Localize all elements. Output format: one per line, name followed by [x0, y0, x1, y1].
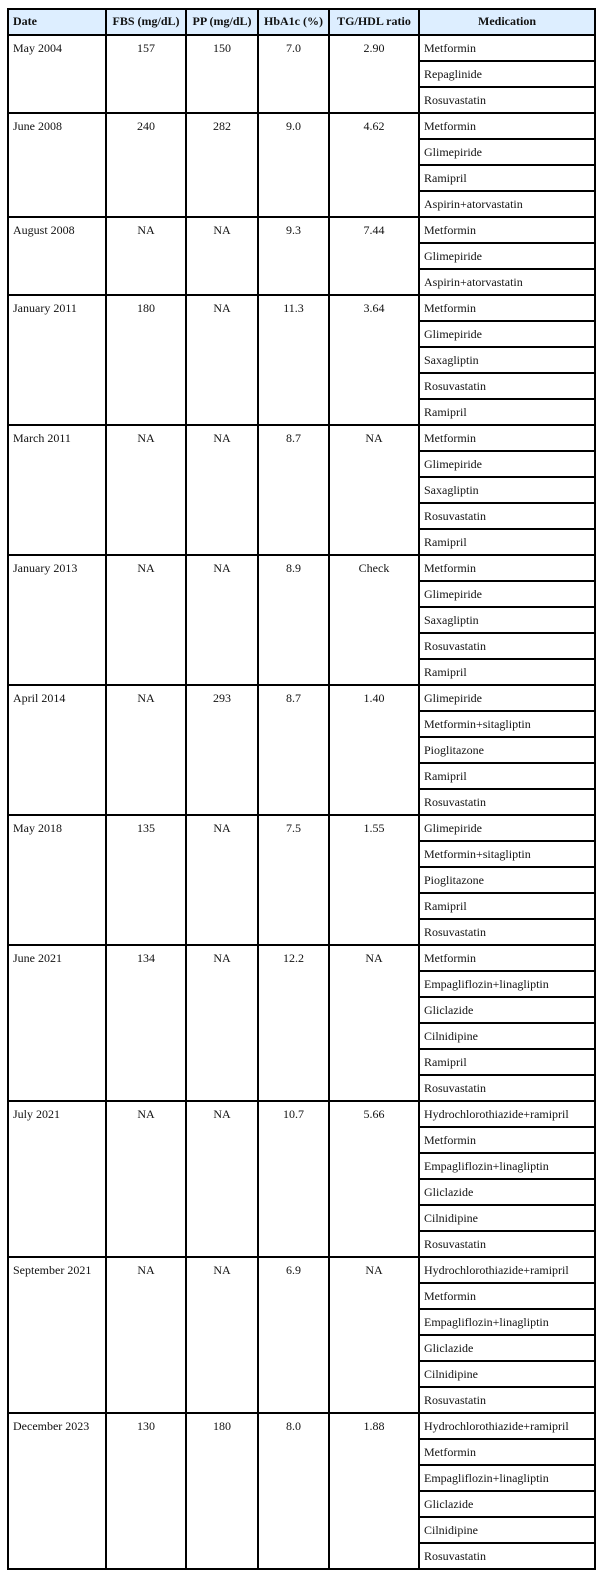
- medication-cell: Empagliflozin+linagliptin: [419, 1153, 595, 1179]
- table-body: [8, 35, 595, 1569]
- tghdl-cell: 5.66: [329, 1101, 419, 1257]
- medication-cell: Empagliflozin+linagliptin: [419, 1309, 595, 1335]
- medication-cell: Saxagliptin: [419, 477, 595, 503]
- hba1c-cell: 8.7: [258, 685, 329, 815]
- medication-cell: Ramipril: [419, 893, 595, 919]
- table-row: [8, 1257, 595, 1283]
- medication-cell: Cilnidipine: [419, 1361, 595, 1387]
- date-cell: May 2018: [8, 815, 106, 945]
- date-cell: December 2023: [8, 1413, 106, 1569]
- date-cell: January 2011: [8, 295, 106, 425]
- hba1c-cell: 7.5: [258, 815, 329, 945]
- date-cell: March 2011: [8, 425, 106, 555]
- table-row: [8, 555, 595, 581]
- pp-cell: NA: [186, 945, 258, 1101]
- fbs-cell: NA: [106, 1257, 186, 1413]
- pp-cell: NA: [186, 555, 258, 685]
- hba1c-cell: 8.9: [258, 555, 329, 685]
- fbs-cell: NA: [106, 217, 186, 295]
- hba1c-cell: 9.3: [258, 217, 329, 295]
- pp-cell: NA: [186, 295, 258, 425]
- tghdl-cell: 1.40: [329, 685, 419, 815]
- medication-cell: Hydrochlorothiazide+ramipril: [419, 1257, 595, 1283]
- header-date: Date: [8, 9, 106, 35]
- table-row: [8, 295, 595, 321]
- fbs-cell: NA: [106, 425, 186, 555]
- medication-cell: Hydrochlorothiazide+ramipril: [419, 1101, 595, 1127]
- table-row: [8, 217, 595, 243]
- medication-cell: Cilnidipine: [419, 1205, 595, 1231]
- header-fbs: FBS (mg/dL): [106, 9, 186, 35]
- medication-cell: Pioglitazone: [419, 867, 595, 893]
- table-row: [8, 113, 595, 139]
- hba1c-cell: 8.0: [258, 1413, 329, 1569]
- medication-cell: Rosuvastatin: [419, 1231, 595, 1257]
- medication-cell: Rosuvastatin: [419, 503, 595, 529]
- medication-cell: Gliclazide: [419, 997, 595, 1023]
- table-row: [8, 35, 595, 61]
- medication-cell: Repaglinide: [419, 61, 595, 87]
- fbs-cell: 180: [106, 295, 186, 425]
- hba1c-cell: 10.7: [258, 1101, 329, 1257]
- fbs-cell: 135: [106, 815, 186, 945]
- medication-cell: Saxagliptin: [419, 347, 595, 373]
- medication-cell: Glimepiride: [419, 139, 595, 165]
- medication-cell: Metformin: [419, 295, 595, 321]
- table-row: [8, 685, 595, 711]
- pp-cell: NA: [186, 1101, 258, 1257]
- header-medication: Medication: [419, 9, 595, 35]
- date-cell: July 2021: [8, 1101, 106, 1257]
- tghdl-cell: NA: [329, 425, 419, 555]
- date-cell: June 2021: [8, 945, 106, 1101]
- medication-cell: Rosuvastatin: [419, 87, 595, 113]
- medication-cell: Rosuvastatin: [419, 1387, 595, 1413]
- pp-cell: 293: [186, 685, 258, 815]
- medication-cell: Ramipril: [419, 165, 595, 191]
- tghdl-cell: 4.62: [329, 113, 419, 217]
- medication-cell: Saxagliptin: [419, 607, 595, 633]
- medication-cell: Empagliflozin+linagliptin: [419, 971, 595, 997]
- medication-cell: Ramipril: [419, 529, 595, 555]
- fbs-cell: 240: [106, 113, 186, 217]
- fbs-cell: NA: [106, 555, 186, 685]
- medication-cell: Gliclazide: [419, 1179, 595, 1205]
- medication-cell: Metformin: [419, 555, 595, 581]
- medication-cell: Ramipril: [419, 1049, 595, 1075]
- medication-cell: Gliclazide: [419, 1491, 595, 1517]
- hba1c-cell: 9.0: [258, 113, 329, 217]
- tghdl-cell: Check: [329, 555, 419, 685]
- date-cell: September 2021: [8, 1257, 106, 1413]
- tghdl-cell: 2.90: [329, 35, 419, 113]
- medication-cell: Glimepiride: [419, 243, 595, 269]
- medication-cell: Glimepiride: [419, 451, 595, 477]
- date-cell: April 2014: [8, 685, 106, 815]
- tghdl-cell: NA: [329, 1257, 419, 1413]
- medication-cell: Rosuvastatin: [419, 633, 595, 659]
- fbs-cell: 134: [106, 945, 186, 1101]
- lab-medication-table: [7, 8, 596, 1570]
- hba1c-cell: 8.7: [258, 425, 329, 555]
- medication-cell: Cilnidipine: [419, 1517, 595, 1543]
- pp-cell: 282: [186, 113, 258, 217]
- medication-cell: Metformin: [419, 1283, 595, 1309]
- medication-cell: Metformin: [419, 1439, 595, 1465]
- date-cell: August 2008: [8, 217, 106, 295]
- pp-cell: NA: [186, 1257, 258, 1413]
- fbs-cell: NA: [106, 1101, 186, 1257]
- date-cell: January 2013: [8, 555, 106, 685]
- hba1c-cell: 6.9: [258, 1257, 329, 1413]
- medication-cell: Aspirin+atorvastatin: [419, 191, 595, 217]
- header-pp: PP (mg/dL): [186, 9, 258, 35]
- pp-cell: NA: [186, 815, 258, 945]
- medication-cell: Aspirin+atorvastatin: [419, 269, 595, 295]
- pp-cell: 180: [186, 1413, 258, 1569]
- medication-cell: Hydrochlorothiazide+ramipril: [419, 1413, 595, 1439]
- medication-cell: Metformin: [419, 425, 595, 451]
- hba1c-cell: 11.3: [258, 295, 329, 425]
- medication-cell: Ramipril: [419, 763, 595, 789]
- medication-cell: Metformin: [419, 113, 595, 139]
- tghdl-cell: 7.44: [329, 217, 419, 295]
- medication-cell: Ramipril: [419, 399, 595, 425]
- medication-cell: Glimepiride: [419, 581, 595, 607]
- table-row: [8, 815, 595, 841]
- medication-cell: Gliclazide: [419, 1335, 595, 1361]
- medication-cell: Glimepiride: [419, 321, 595, 347]
- table-row: [8, 945, 595, 971]
- fbs-cell: NA: [106, 685, 186, 815]
- tghdl-cell: 1.55: [329, 815, 419, 945]
- medication-cell: Metformin: [419, 945, 595, 971]
- pp-cell: NA: [186, 425, 258, 555]
- medication-cell: Metformin+sitagliptin: [419, 711, 595, 737]
- medication-cell: Metformin+sitagliptin: [419, 841, 595, 867]
- date-cell: June 2008: [8, 113, 106, 217]
- tghdl-cell: NA: [329, 945, 419, 1101]
- pp-cell: 150: [186, 35, 258, 113]
- medication-cell: Rosuvastatin: [419, 1075, 595, 1101]
- medication-cell: Rosuvastatin: [419, 919, 595, 945]
- header-hba1c: HbA1c (%): [258, 9, 329, 35]
- table-row: [8, 1101, 595, 1127]
- medication-cell: Rosuvastatin: [419, 373, 595, 399]
- header-row: [8, 9, 595, 35]
- tghdl-cell: 1.88: [329, 1413, 419, 1569]
- table-row: [8, 425, 595, 451]
- medication-cell: Ramipril: [419, 659, 595, 685]
- medication-cell: Glimepiride: [419, 685, 595, 711]
- fbs-cell: 130: [106, 1413, 186, 1569]
- tghdl-cell: 3.64: [329, 295, 419, 425]
- medication-cell: Metformin: [419, 1127, 595, 1153]
- medication-cell: Metformin: [419, 35, 595, 61]
- medication-cell: Glimepiride: [419, 815, 595, 841]
- pp-cell: NA: [186, 217, 258, 295]
- hba1c-cell: 12.2: [258, 945, 329, 1101]
- medication-cell: Pioglitazone: [419, 737, 595, 763]
- medication-cell: Metformin: [419, 217, 595, 243]
- medication-cell: Cilnidipine: [419, 1023, 595, 1049]
- fbs-cell: 157: [106, 35, 186, 113]
- medication-cell: Empagliflozin+linagliptin: [419, 1465, 595, 1491]
- medication-cell: Rosuvastatin: [419, 1543, 595, 1569]
- table-row: [8, 1413, 595, 1439]
- date-cell: May 2004: [8, 35, 106, 113]
- medication-cell: Rosuvastatin: [419, 789, 595, 815]
- header-tghdl: TG/HDL ratio: [329, 9, 419, 35]
- hba1c-cell: 7.0: [258, 35, 329, 113]
